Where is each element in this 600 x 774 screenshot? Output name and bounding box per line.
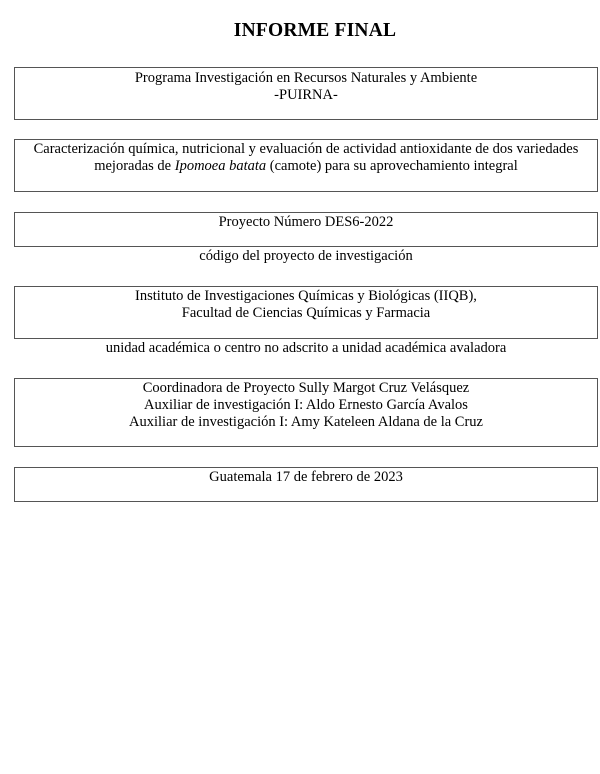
project-title-box xyxy=(14,139,598,192)
institution-caption: unidad académica o centro no adscrito a unidad académica avaladora xyxy=(105,340,507,356)
assistant-2: Auxiliar de investigación I: Amy Kateleen Aldana de la Cruz xyxy=(129,414,483,430)
assistant-1: Auxiliar de investigación I: Aldo Ernesto García Avalos xyxy=(144,397,468,413)
project-title-prefix: mejoradas de xyxy=(94,158,175,174)
species-name: Ipomoea batata xyxy=(174,158,267,174)
date: Guatemala 17 de febrero de 2023 xyxy=(209,469,403,485)
program-box xyxy=(14,67,598,120)
coordinator: Coordinadora de Proyecto Sully Margot Cruz Velásquez xyxy=(142,380,470,396)
project-title-line1: Caracterización química, nutricional y evaluación de actividad antioxidante de dos variedades xyxy=(33,141,579,157)
team-box xyxy=(14,378,598,447)
date-box xyxy=(14,467,598,502)
faculty-name: Facultad de Ciencias Químicas y Farmacia xyxy=(181,305,431,321)
project-number-box xyxy=(14,212,598,247)
document-title: INFORME FINAL xyxy=(233,20,397,41)
institution-box xyxy=(14,286,598,339)
project-title-suffix: (camote) para su aprovechamiento integral xyxy=(266,158,518,174)
institution-name: Instituto de Investigaciones Químicas y Biológicas (IIQB), xyxy=(135,288,477,304)
project-title-line2 xyxy=(15,158,597,175)
project-number: Proyecto Número DES6-2022 xyxy=(218,214,394,230)
program-name: Programa Investigación en Recursos Naturales y Ambiente xyxy=(134,70,478,86)
project-number-caption: código del proyecto de investigación xyxy=(199,248,413,264)
program-acronym: -PUIRNA- xyxy=(274,87,338,103)
